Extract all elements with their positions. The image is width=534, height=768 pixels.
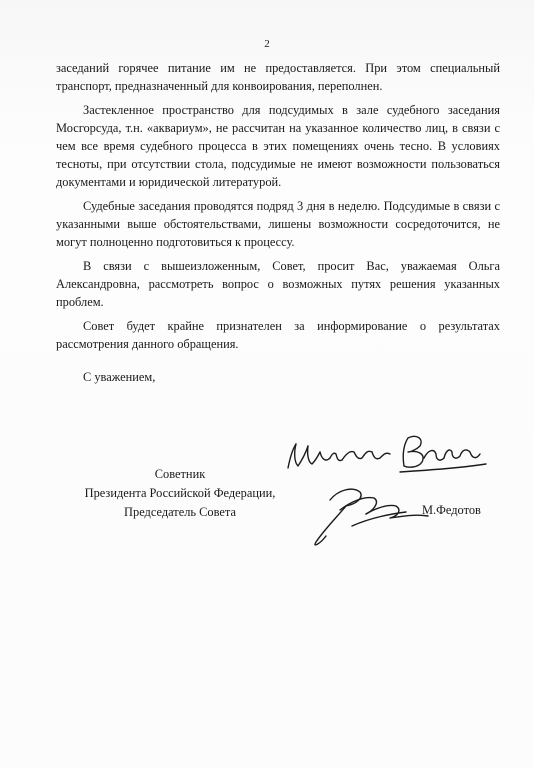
paragraph-5: Совет будет крайне признателен за информирование о результатах рассмотрения данного обращения. — [56, 319, 500, 351]
paragraph-3: Судебные заседания проводятся подряд 3 дня в неделю. Подсудимые в связи с указанными выше обстоятельствами, лишены возможности сосредоточится, не могут полноценно подготовиться к процессу. — [56, 199, 500, 249]
signer-title-line-2: Президента Российской Федерации, — [84, 486, 276, 500]
signer-title-line-1: Советник — [154, 467, 206, 481]
letter-body — [56, 59, 500, 359]
paragraph-4: В связи с вышеизложенным, Совет, просит Вас, уважаемая Ольга Александровна, рассмотреть вопрос о возможных путях решения указанных проблем. — [56, 259, 500, 309]
paragraph-2: Застекленное пространство для подсудимых в зале судебного заседания Мосгорсуда, т.н. «аквариум», не рассчитан на указанное количество лиц, в связи с чем все время судебного процесса в этих помещениях очень тесно. В условиях тесноты, при отсутствии стола, подсудимые не имеют возможности пользоваться документами и юридической литературой. — [56, 103, 500, 189]
handwritten-signature — [280, 430, 500, 560]
closing-salutation: С уважением, — [83, 370, 156, 384]
page-number: 2 — [264, 38, 270, 50]
signer-name: М.Федотов — [422, 503, 481, 517]
signer-titles — [60, 465, 300, 522]
paragraph-1: заседаний горячее питание им не предоставляется. При этом специальный транспорт, предназначенный для конвоирования, переполнен. — [56, 61, 500, 93]
signer-title-line-3: Председатель Совета — [124, 505, 236, 519]
